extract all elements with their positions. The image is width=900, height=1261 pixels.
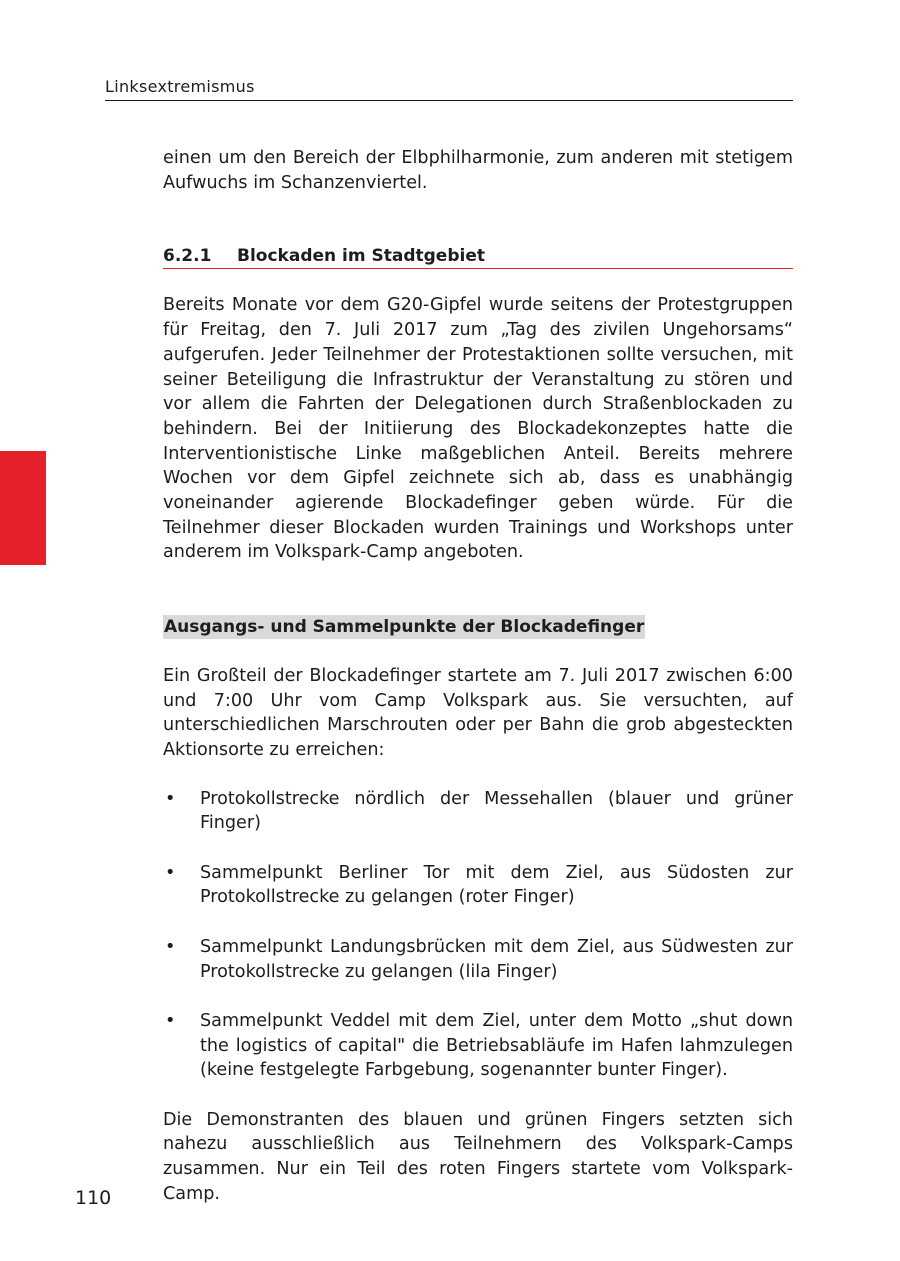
section-number: 6.2.1 — [163, 246, 212, 267]
bullet-icon: • — [165, 936, 176, 957]
bullet-icon: • — [165, 862, 176, 883]
header-rule — [105, 100, 793, 101]
intro-paragraph: einen um den Bereich der Elbphilharmonie, zum anderen mit stetigem Aufwuchs im Schanzenviertel. — [163, 148, 793, 193]
bullet-icon: • — [165, 1010, 176, 1031]
page-number: 110 — [75, 1187, 112, 1209]
subsection-heading: Ausgangs- und Sammelpunkte der Blockadefinger — [164, 617, 645, 638]
subheading-wrap — [163, 615, 793, 640]
list-item — [163, 787, 793, 836]
list-item-text: Sammelpunkt Veddel mit dem Ziel, unter dem Motto „shut down the logistics of capital" die Betriebsabläufe im Hafen lahmzulegen (keine festgelegte Farbgebung, sogenannter bunter Finger). — [200, 1010, 793, 1081]
bullet-list — [163, 787, 793, 1083]
list-item — [163, 1009, 793, 1083]
list-item — [163, 935, 793, 984]
page-content — [163, 146, 793, 1207]
subsection-paragraph: Ein Großteil der Blockadefinger startete am 7. Juli 2017 zwischen 6:00 und 7:00 Uhr vom Camp Volkspark aus. Sie versuchten, auf unterschiedlichen Marschrouten oder per Bahn die grob abgesteckten Aktionsorte zu erreichen: — [163, 665, 793, 760]
list-item — [163, 861, 793, 910]
bullet-icon: • — [165, 788, 176, 809]
list-item-text: Sammelpunkt Berliner Tor mit dem Ziel, aus Südosten zur Protokollstrecke zu gelangen (roter Finger) — [200, 862, 793, 908]
closing-paragraph: Die Demonstranten des blauen und grünen Fingers setzten sich nahezu ausschließlich aus Teilnehmern des Volkspark-Camps zusammen. Nur ein Teil des roten Fingers startete vom Volkspark-Camp. — [163, 1109, 793, 1204]
section-title: Blockaden im Stadtgebiet — [237, 246, 485, 267]
chapter-side-tab — [0, 451, 46, 565]
section-heading — [163, 245, 793, 269]
running-header-title: Linksextremismus — [105, 77, 255, 96]
list-item-text: Sammelpunkt Landungsbrücken mit dem Ziel, aus Südwesten zur Protokollstrecke zu gelangen (lila Finger) — [200, 936, 793, 982]
section-paragraph: Bereits Monate vor dem G20-Gipfel wurde seitens der Protestgruppen für Freitag, den 7. Juli 2017 zum „Tag des zivilen Ungehorsams“ aufgerufen. Jeder Teilnehmer der Protestaktionen sollte versuchen, mit seiner Beteiligung die Infrastruktur der Veranstaltung zu stören und vor allem die Fahrten der Delegationen durch Straßenblockaden zu behindern. Bei der Initiierung des Blockadekonzeptes hatte die Interventionistische Linke maßgeblichen Anteil. Bereits mehrere Wochen vor dem Gipfel zeichnete sich ab, dass es unabhängig voneinander agierende Blockadefinger geben würde. Für die Teilnehmer dieser Blockaden wurden Trainings und Workshops unter anderem im Volkspark-Camp angeboten. — [163, 295, 793, 563]
list-item-text: Protokollstrecke nördlich der Messehallen (blauer und grüner Finger) — [200, 788, 793, 834]
